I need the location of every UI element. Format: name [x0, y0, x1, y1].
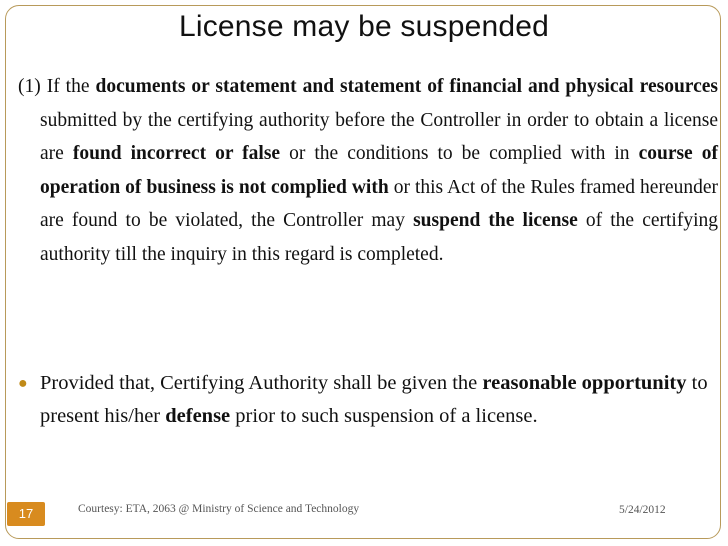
para-text-2: submitted by the certifying authority before the Controller in order to obtain a license are [40, 109, 718, 164]
bullet-text-1: Provided that, Certifying Authority shall be given the [40, 372, 483, 394]
footer-courtesy: Courtesy: ETA, 2063 @ Ministry of Science and Technology [78, 503, 360, 515]
bullet-text-3: prior to such suspension of a license. [230, 405, 538, 427]
bullet-dot-icon: ● [18, 375, 28, 392]
bullet-text [18, 367, 718, 433]
bullet-text-2: to present his/her [40, 372, 708, 427]
bullet-bold-2: defense [165, 405, 231, 427]
slide-title: License may be suspended [178, 10, 550, 43]
para-bold-1: documents or statement and statement of financial and physical resources [95, 76, 718, 97]
paragraph-1 [18, 70, 718, 271]
slide-number-badge: 17 [7, 502, 45, 526]
para-text-3: or the conditions to be complied with in [280, 143, 639, 164]
para-text-4: or this Act of the Rules framed hereunder are found to be violated, the Controller may [40, 176, 718, 231]
para-bold-4: suspend the license [413, 210, 578, 231]
bullet-bold-1: reasonable opportunity [482, 372, 687, 394]
para-bold-3: course of operation of business is not complied with [40, 143, 718, 198]
para-bold-2: found incorrect or false [72, 143, 281, 164]
para-text-1: (1) If the [18, 76, 96, 97]
footer-date: 5/24/2012 [619, 504, 666, 516]
bullet-item [18, 367, 718, 433]
para-text-5: of the certifying authority till the inquiry in this regard is completed. [40, 210, 718, 265]
paragraph-text [18, 70, 718, 271]
